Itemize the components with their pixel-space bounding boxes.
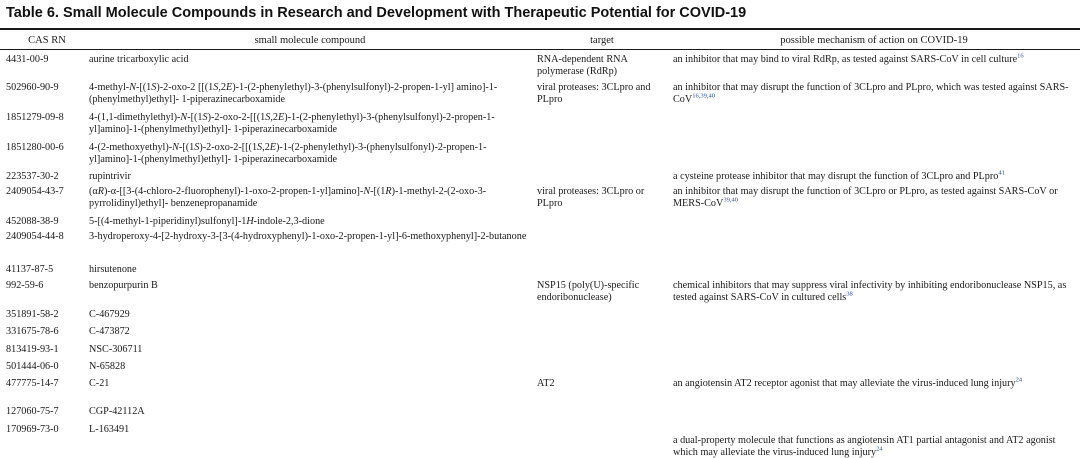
- mechanism-cell: an inhibitor that may bind to viral RdRp, as tested against SARS-CoV in cell culture$^{16}$: [673, 52, 1024, 65]
- header-cas: CAS RN: [28, 35, 66, 46]
- cas-cell: 1851279-09-8: [6, 112, 64, 123]
- target-cell: RNA-dependent RNA polymerase (RdRp): [537, 54, 628, 77]
- compound-cell: L-163491: [89, 424, 130, 435]
- cas-cell: 4431-00-9: [6, 54, 49, 65]
- cas-cell: 2409054-44-8: [6, 231, 64, 242]
- table-number: Table 6.: [6, 5, 59, 21]
- table-caption: Small Molecule Compounds in Research and Development with Therapeutic Potential for COVID-19: [62, 5, 747, 21]
- compound-cell: C-21: [89, 378, 110, 389]
- reference-superscript: 16,39,40: [692, 92, 715, 100]
- compound-cell: hirsutenone: [89, 264, 137, 275]
- compound-cell: 4-methyl-N-[(1S)-2-oxo-2 [[(1S,2E)-1-(2-phenylethyl)-3-(phenylsulfonyl)-2-propen-1-yl] amino]-1-(phenylmethyl)ethyl]- 1-piperazinecarboxamide: [89, 82, 498, 105]
- cas-cell: 992-59-6: [6, 280, 44, 291]
- compound-cell: (αR)-α-[[3-(4-chloro-2-fluorophenyl)-1-oxo-2-propen-1-yl]amino]-N-[(1R)-1-methyl-2-(2-oxo-3-pyrrolidinyl)ethyl]- benzenepropanamide: [89, 186, 487, 209]
- mechanism-cell: an angiotensin AT2 receptor agonist that may alleviate the virus-induced lung injury$^{24}$: [673, 376, 1023, 389]
- cas-cell: 127060-75-7: [6, 406, 59, 417]
- reference-superscript: 16: [1017, 52, 1024, 60]
- cas-cell: 502960-90-9: [6, 82, 59, 93]
- mechanism-cell: an inhibitor that may disrupt the function of 3CLpro or PLpro, as tested against SARS-CoV or MERS-CoV$^{39,40}$: [673, 186, 1058, 209]
- compound-cell: 4-(2-methoxyethyl)-N-[(1S)-2-oxo-2-[[(1S,2E)-1-(2-phenylethyl)-3-(phenylsulfonyl)-2-propen-1-yl]amino]-1-(phenylmethyl)ethyl]- 1-piperazinecarboxamide: [89, 142, 487, 165]
- compound-cell: C-467929: [89, 309, 130, 320]
- cas-cell: 223537-30-2: [6, 171, 59, 182]
- table-title: [6, 5, 1076, 21]
- mechanism-cell: a dual-property molecule that functions as angiotensin AT1 partial antagonist and AT2 agonist which may alleviate the virus-induced lung injury$^{24}$: [673, 435, 1056, 458]
- cas-cell: 331675-78-6: [6, 326, 59, 337]
- mechanism-cell: an inhibitor that may disrupt the function of 3CLpro and PLpro, which was tested against SARS-CoV$^{16,39,40}$: [673, 82, 1069, 105]
- compound-cell: 5-[(4-methyl-1-piperidinyl)sulfonyl]-1H-indole-2,3-dione: [89, 216, 325, 227]
- cas-cell: 477775-14-7: [6, 378, 59, 389]
- target-cell: viral proteases: 3CLpro and PLpro: [537, 82, 651, 105]
- header-compound: small molecule compound: [254, 35, 366, 46]
- cas-cell: 1851280-00-6: [6, 142, 64, 153]
- reference-superscript: 39,40: [723, 196, 739, 204]
- target-cell: NSP15 (poly(U)-specific endoribonuclease): [537, 280, 640, 303]
- mechanism-cell: chemical inhibitors that may suppress viral infectivity by inhibiting endoribonuclease NSP15, as tested against SARS-CoV in cultured cells$^{38}$: [673, 280, 1067, 303]
- reference-superscript: 24: [1015, 376, 1023, 384]
- header-rule: [0, 49, 1080, 50]
- cas-cell: 41137-87-5: [6, 264, 54, 275]
- compound-cell: NSC-306711: [89, 344, 143, 355]
- cas-cell: 351891-58-2: [6, 309, 59, 320]
- mechanism-cell: a cysteine protease inhibitor that may disrupt the function of 3CLpro and PLpro$^{41}$: [673, 169, 1005, 182]
- cas-cell: 2409054-43-7: [6, 186, 64, 197]
- cas-cell: 813419-93-1: [6, 344, 59, 355]
- target-cell: viral proteases: 3CLpro or PLpro: [537, 186, 645, 209]
- cas-cell: 170969-73-0: [6, 424, 59, 435]
- compound-cell: N-65828: [89, 361, 126, 372]
- target-cell: AT2: [537, 378, 555, 389]
- compound-cell: rupintrivir: [89, 171, 131, 182]
- reference-superscript: 41: [998, 169, 1005, 177]
- compound-cell: 3-hydroperoxy-4-[2-hydroxy-3-[3-(4-hydroxyphenyl)-1-oxo-2-propen-1-yl]-6-methoxyphenyl]-2-butanone: [89, 231, 527, 242]
- compound-cell: 4-(1,1-dimethylethyl)-N-[(1S)-2-oxo-2-[[(1S,2E)-1-(2-phenylethyl)-3-(phenylsulfonyl)-2-propen-1-yl]amino]-1-(phenylmethyl)ethyl]- 1-piperazinecarboxamide: [89, 112, 495, 135]
- compound-cell: CGP-42112A: [89, 406, 145, 417]
- reference-superscript: 38: [846, 290, 853, 298]
- compound-cell: benzopurpurin B: [89, 280, 158, 291]
- top-rule: [0, 28, 1080, 30]
- cas-cell: 501444-06-0: [6, 361, 59, 372]
- reference-superscript: 24: [876, 445, 883, 453]
- header-target: target: [590, 35, 614, 46]
- cas-cell: 452088-38-9: [6, 216, 59, 227]
- compound-cell: C-473872: [89, 326, 130, 337]
- compound-cell: aurine tricarboxylic acid: [89, 54, 189, 65]
- header-mechanism: possible mechanism of action on COVID-19: [780, 35, 968, 46]
